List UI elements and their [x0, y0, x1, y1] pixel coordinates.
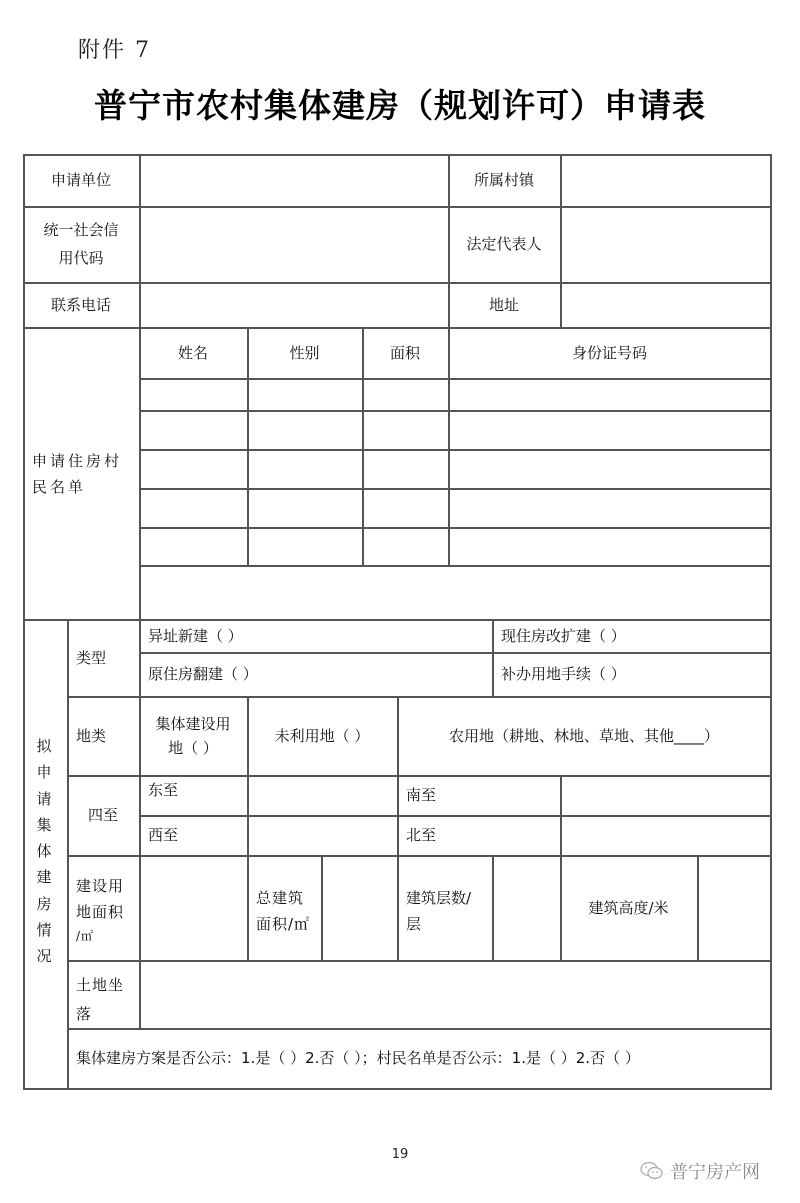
credit-code-label-line2: 用代码 [58, 249, 104, 267]
villager-row-3-area[interactable] [363, 450, 447, 487]
villager-row-3-name[interactable] [140, 450, 246, 487]
credit-code-label [23, 206, 139, 282]
floors-label-line: 层 [406, 915, 422, 934]
total-floor-area-label-line: 总建筑 [256, 889, 305, 907]
villager-row-5-gender[interactable] [248, 528, 361, 564]
col-header-gender: 性别 [289, 343, 320, 362]
type-option-new-site[interactable]: 异址新建（ ） [148, 626, 243, 645]
villager-row-1-gender[interactable] [248, 379, 361, 409]
land-area-field[interactable] [140, 856, 246, 959]
floors-label-line: 建筑层数/ [406, 889, 472, 907]
location-label [76, 971, 124, 1028]
villager-row-2-id[interactable] [449, 411, 770, 448]
phone-label: 联系电话 [50, 295, 111, 314]
wechat-icon [640, 1161, 664, 1181]
applicant-unit-label: 申请单位 [50, 171, 111, 189]
villager-row-2-gender[interactable] [248, 411, 361, 448]
land-area-label-line: 建设用 [76, 877, 125, 895]
floors-label [406, 885, 471, 938]
location-field[interactable] [140, 961, 770, 1027]
boundaries-label: 四至 [87, 806, 118, 824]
type-label: 类型 [76, 648, 107, 667]
villager-list-label-line1: 申请住房村 [32, 452, 123, 470]
villager-row-1-id[interactable] [449, 379, 770, 409]
type-option-supplement[interactable]: 补办用地手续（ ） [501, 665, 626, 683]
villager-row-2-name[interactable] [140, 411, 246, 448]
land-area-label-line: 地面积 [76, 903, 125, 922]
boundary-west-label: 西至 [148, 826, 179, 844]
watermark-text: 普宁房产网 [670, 1162, 760, 1183]
villager-row-1-area[interactable] [363, 379, 447, 409]
applicant-unit-field[interactable] [140, 155, 447, 205]
villager-row-5-id[interactable] [449, 528, 770, 564]
height-field[interactable] [698, 856, 770, 959]
villager-list-label-line2: 民名单 [32, 478, 87, 497]
boundary-north-label: 北至 [406, 826, 437, 844]
boundary-south-field[interactable] [561, 776, 770, 814]
address-label: 地址 [488, 295, 519, 314]
col-header-id-number: 身份证号码 [571, 343, 647, 362]
boundary-south-label: 南至 [406, 786, 437, 804]
village-town-label: 所属村镇 [473, 171, 534, 189]
attachment-label: 附件 7 [78, 38, 151, 63]
villager-extra-field[interactable] [140, 566, 770, 618]
villager-row-3-gender[interactable] [248, 450, 361, 487]
section-char: 拟 [36, 737, 52, 755]
land-area-label [76, 873, 124, 947]
boundary-north-field[interactable] [561, 816, 770, 854]
location-label-line: 落 [76, 1004, 93, 1023]
section-char: 建 [36, 868, 52, 887]
villager-row-3-id[interactable] [449, 450, 770, 487]
credit-code-label-line1: 统一社会信 [43, 220, 119, 239]
total-floor-area-label-line: 面积/㎡ [256, 915, 311, 934]
land-type-collective-line1: 集体建设用 [155, 714, 231, 733]
villager-row-4-id[interactable] [449, 489, 770, 526]
credit-code-field[interactable] [140, 207, 447, 281]
legal-rep-label: 法定代表人 [466, 235, 542, 253]
boundary-west-field[interactable] [248, 816, 396, 854]
building-section-label [32, 733, 56, 969]
table-border-bottom [23, 1088, 772, 1090]
watermark [640, 1158, 760, 1184]
section-char: 请 [36, 789, 52, 808]
boundary-east-field[interactable] [248, 776, 396, 814]
section-char: 申 [36, 763, 52, 782]
villager-row-4-area[interactable] [363, 489, 447, 526]
phone-field[interactable] [140, 283, 447, 326]
section-char: 集 [36, 815, 52, 834]
boundary-east-label: 东至 [148, 781, 179, 799]
section-char: 情 [36, 920, 52, 939]
villager-row-1-name[interactable] [140, 379, 246, 409]
villager-row-4-gender[interactable] [248, 489, 361, 526]
villager-list-label [32, 448, 122, 501]
land-type-unused[interactable]: 未利用地（ ） [274, 726, 370, 745]
type-option-expand-current[interactable]: 现住房改扩建（ ） [501, 626, 626, 645]
section-char: 况 [36, 947, 52, 965]
total-floor-area-field[interactable] [322, 856, 396, 959]
legal-rep-field[interactable] [561, 207, 770, 281]
total-floor-area-label [256, 885, 310, 938]
land-type-collective-line2: 地（ ） [168, 738, 218, 757]
section-char: 体 [36, 842, 52, 860]
col-header-name: 姓名 [177, 343, 208, 362]
land-area-label-line: /㎡ [76, 928, 95, 943]
col-header-area: 面积 [389, 343, 420, 362]
height-label: 建筑高度/米 [588, 898, 669, 917]
villager-row-5-name[interactable] [140, 528, 246, 564]
floors-field[interactable] [493, 856, 559, 959]
villager-row-5-area[interactable] [363, 528, 447, 564]
page-number: 19 [391, 1147, 409, 1162]
section-char: 房 [36, 894, 52, 913]
address-field[interactable] [561, 283, 770, 326]
land-type-agricultural[interactable]: 农用地（耕地、林地、草地、其他____） [448, 726, 719, 745]
villager-row-4-name[interactable] [140, 489, 246, 526]
land-type-label: 地类 [76, 726, 107, 745]
publicity-statement[interactable]: 集体建房方案是否公示：1.是（ ）2.否（ ）；村民名单是否公示：1.是（ ）2.否（ ） [76, 1049, 640, 1067]
villager-row-2-area[interactable] [363, 411, 447, 448]
village-town-field[interactable] [561, 155, 770, 205]
type-option-rebuild-original[interactable]: 原住房翻建（ ） [148, 665, 258, 683]
location-label-line: 土地坐 [76, 976, 125, 994]
land-type-collective[interactable] [139, 696, 247, 775]
page-title: 普宁市农村集体建房（规划许可）申请表 [94, 86, 706, 125]
